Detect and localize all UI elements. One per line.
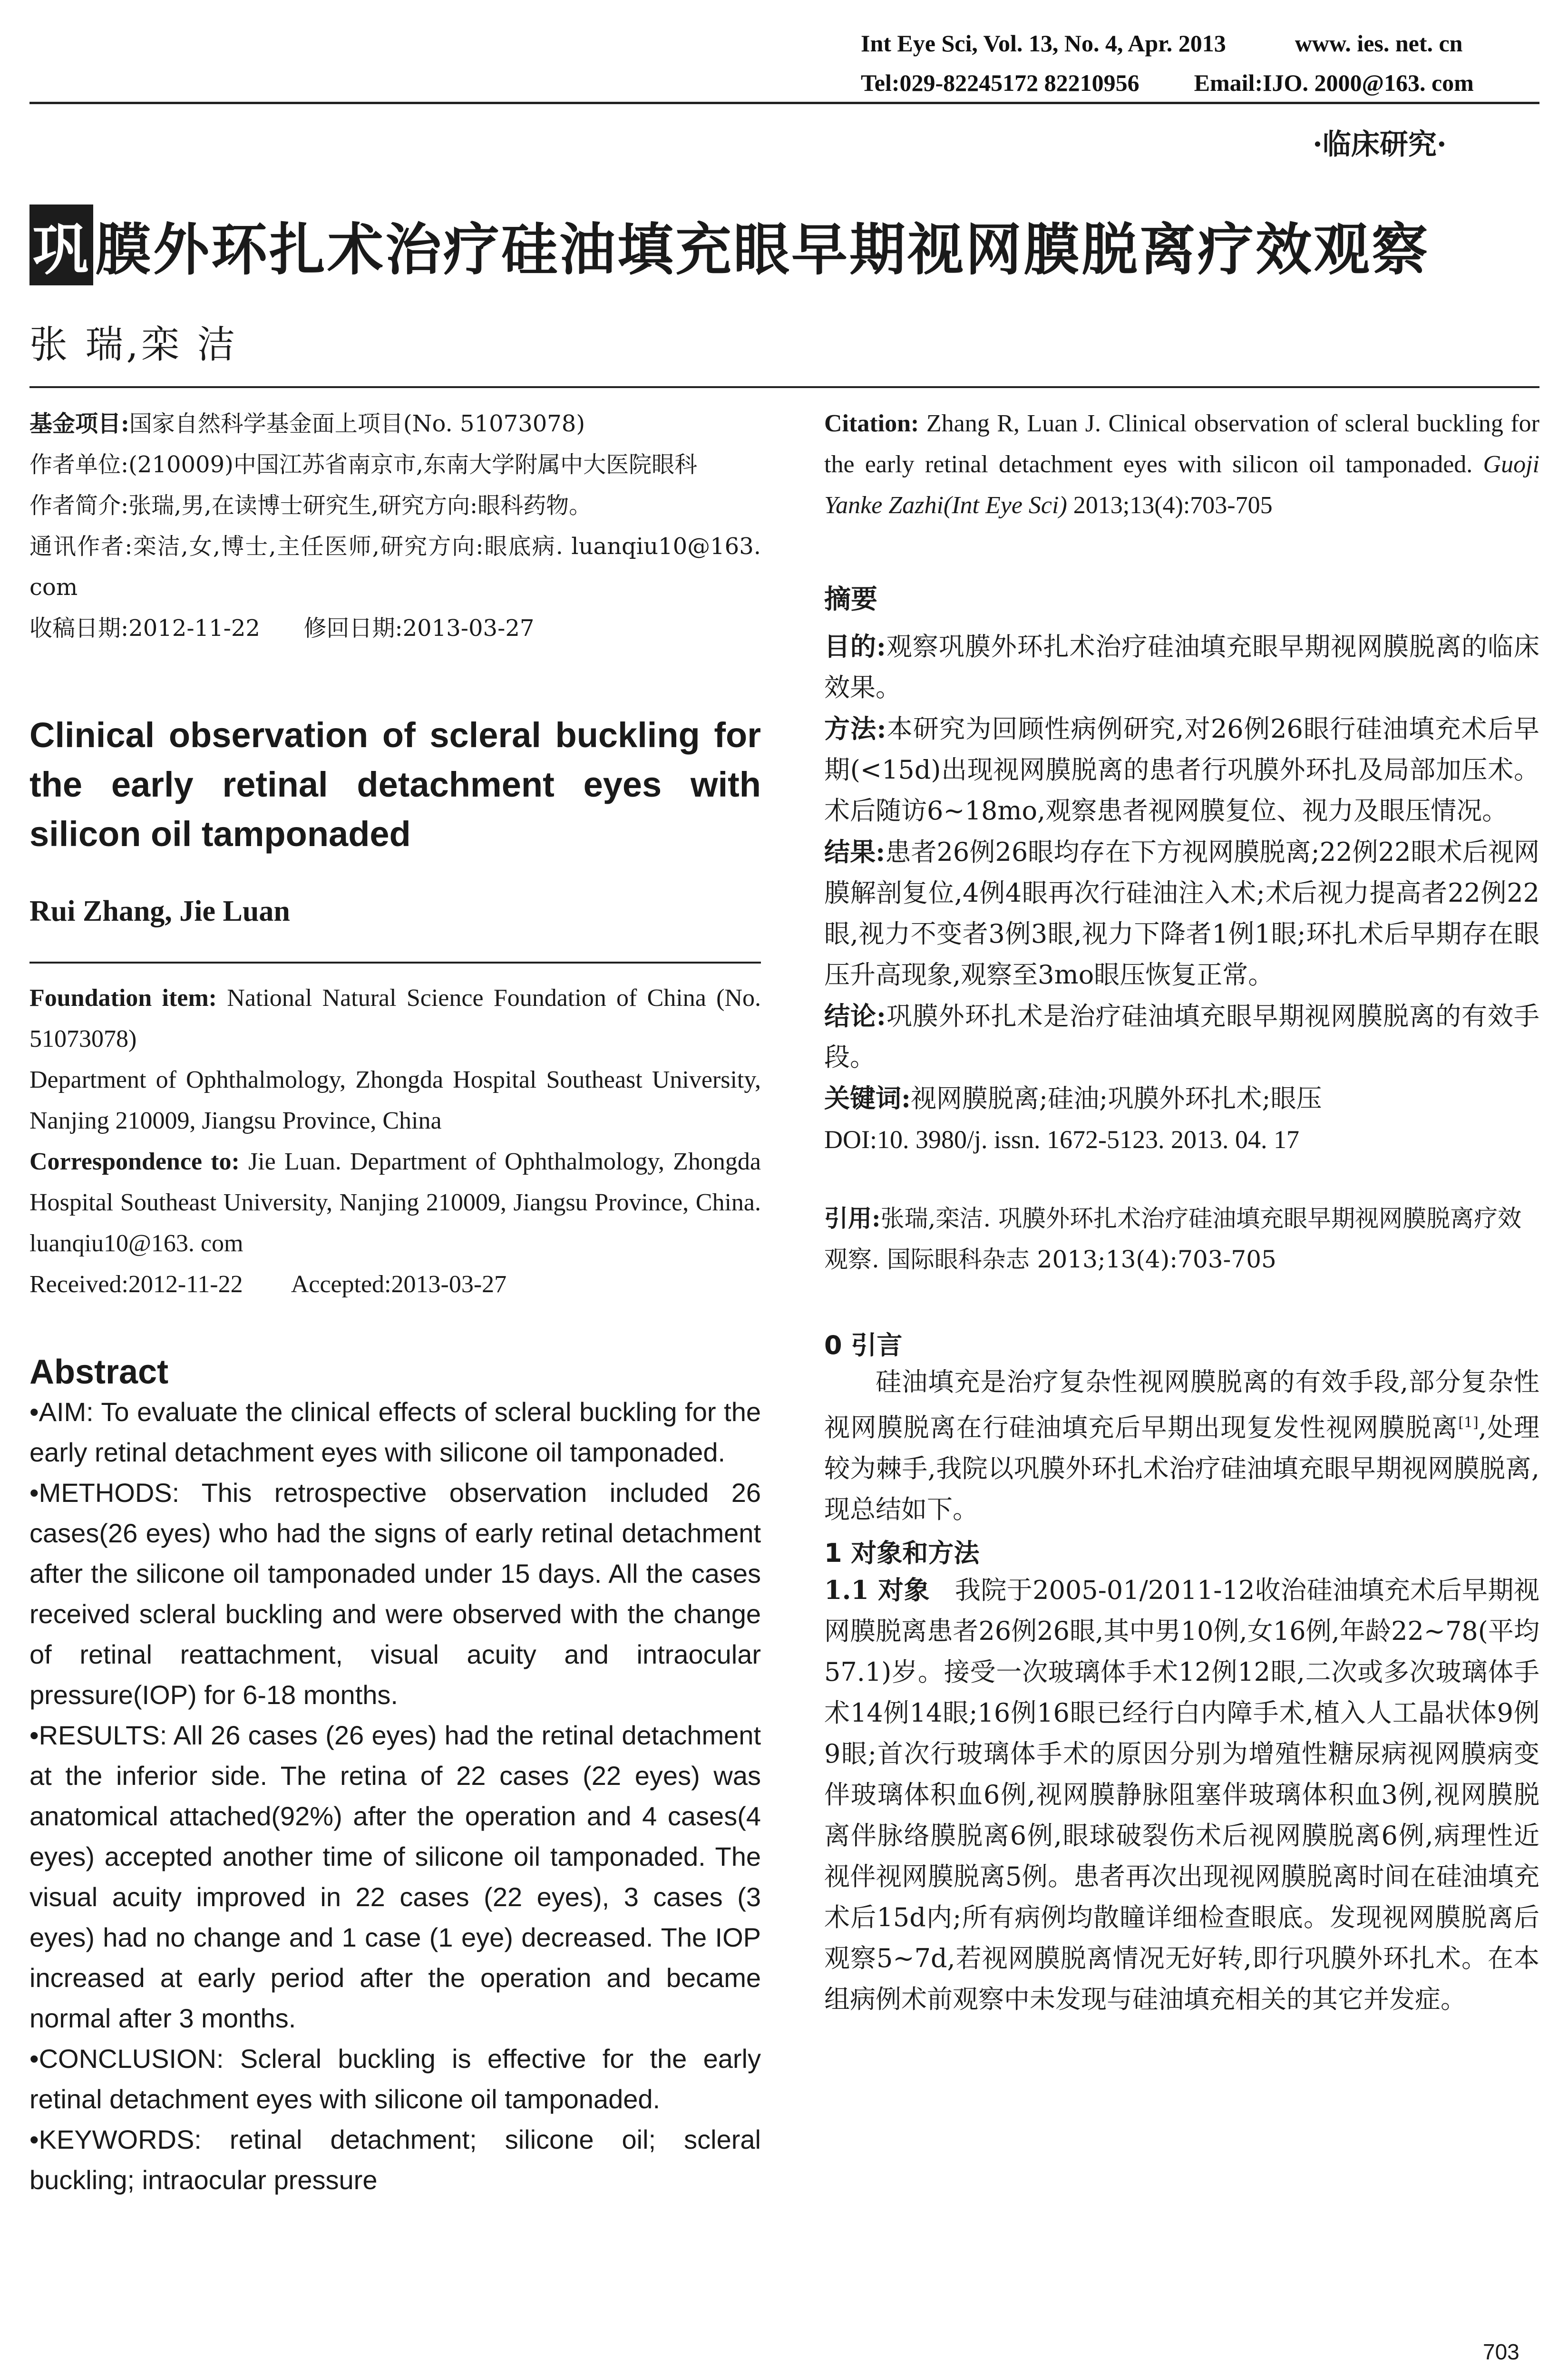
info-correspondence: 通讯作者:栾洁,女,博士,主任医师,研究方向:眼底病. luanqiu10@163. com	[29, 533, 761, 601]
correspondence: Correspondence to: Jie Luan. Department of Ophthalmology, Zhongda Hospital Southeast University, Nanjing 210009, Jiangsu Province, China. luanqiu10@163. com	[29, 1148, 761, 1257]
subjects-paragraph: 1.1 对象 我院于2005-01/2011-12收治硅油填充术后早期视网膜脱离患者26例26眼,其中男10例,女16例,年龄22~78(平均57.1)岁。接受一次玻璃体手术12例12眼,二次或多次玻璃体手术14例14眼;16例16眼已经行白内障手术,植入人工晶状体9例9眼;首次行玻璃体手术的原因分别为增殖性糖尿病视网膜病变伴玻璃体积血6例,视网膜静脉阻塞伴玻璃体积血3例,视网膜脱离伴脉络膜脱离6例,眼球破裂伤术后视网膜脱离6例,病理性近视伴视网膜脱离5例。患者再次出现视网膜脱离时间在硅油填充术后15d内;所有病例均散瞳详细检查眼底。发现视网膜脱离后观察5~7d,若视网膜脱离情况无好转,即行巩膜外环扎术。在本组病例术前观察中未发现与硅油填充相关的其它并发症。	[824, 1575, 1539, 2014]
header-rule	[29, 102, 1539, 104]
abstract-conclusion: •CONCLUSION: Scleral buckling is effective for the early retinal detachment eyes with silicone oil tamponaded.	[29, 2044, 761, 2114]
summary-methods: 方法:本研究为回顾性病例研究,对26例26眼行硅油填充术后早期(<15d)出现视网膜脱离的患者行巩膜外环扎及局部加压术。术后随访6~18mo,观察患者视网膜复位、视力及眼压情况。	[824, 713, 1540, 826]
cn-info-block	[29, 403, 761, 649]
authors-cn: 张 瑞,栾 洁	[29, 322, 238, 367]
cite-cn: 引用:张瑞,栾洁. 巩膜外环扎术治疗硅油填充眼早期视网膜脱离疗效观察. 国际眼科杂志 2013;13(4):703-705	[824, 1204, 1522, 1273]
info-unit: 作者单位:(210009)中国江苏省南京市,东南大学附属中大医院眼科	[29, 451, 698, 478]
ref-1[interactable]: [1]	[1458, 1414, 1479, 1431]
info-dates: 收稿日期:2012-11-22 修回日期:2013-03-27	[29, 615, 535, 642]
page-number: 703	[1483, 2339, 1519, 2364]
summary-heading: 摘要	[824, 584, 877, 615]
section-tag: ·临床研究·	[1313, 128, 1447, 161]
title-rule	[29, 386, 1539, 388]
journal-issue: Int Eye Sci, Vol. 13, No. 4, Apr. 2013	[861, 30, 1226, 57]
en-info-block	[29, 978, 761, 1305]
intro-heading: 0 引言	[824, 1330, 903, 1360]
title-first-char: 巩	[29, 205, 93, 285]
journal-email: Email:IJO. 2000@163. com	[1194, 69, 1474, 96]
article-title	[29, 205, 1430, 285]
doi: DOI:10. 3980/j. issn. 1672-5123. 2013. 04. 17	[824, 1125, 1299, 1154]
abstract-body	[29, 1392, 761, 2200]
journal-contact-line	[861, 69, 1474, 97]
info-bio: 作者简介:张瑞,男,在读博士研究生,研究方向:眼科药物。	[29, 492, 592, 519]
summary-results: 结果:患者26例26眼均存在下方视网膜脱离;22例22眼术后视网膜解剖复位,4例4眼再次行硅油注入术;术后视力提高者22例22眼,视力不变者3例3眼,视力下降者1例1眼;环扎术后早期存在眼压升高现象,观察至3mo眼压恢复正常。	[824, 837, 1539, 990]
english-title: Clinical observation of scleral buckling for the early retinal detachment eyes with silicon oil tamponaded	[29, 715, 761, 854]
summary-body	[824, 626, 1539, 1160]
title-rest: 膜外环扎术治疗硅油填充眼早期视网膜脱离疗效观察	[95, 217, 1430, 283]
info-foundation: 基金项目:国家自然科学基金面上项目(No. 51073078)	[29, 410, 585, 437]
summary-keywords: 关键词:视网膜脱离;硅油;巩膜外环扎术;眼压	[824, 1083, 1322, 1113]
right-column	[824, 403, 1539, 2020]
abstract-aim: •AIM: To evaluate the clinical effects of scleral buckling for the early retinal detachment eyes with silicone oil tamponaded.	[29, 1397, 761, 1467]
left-rule	[29, 962, 761, 964]
journal-website: www. ies. net. cn	[1295, 30, 1463, 57]
journal-tel: Tel:029-82245172 82210956	[861, 69, 1139, 96]
abstract-results: •RESULTS: All 26 cases (26 eyes) had the retinal detachment at the inferior side. The retina of 22 cases (22 eyes) was anatomical attached(92%) after the operation and 4 cases(4 eyes) accepted another time of silicone oil tamponaded. The visual acuity improved in 22 cases (22 eyes), 3 cases (3 eyes) had no change and 1 case (1 eye) decreased. The IOP increased at early period after the operation and became normal after 3 months.	[29, 1720, 761, 2033]
summary-aim: 目的:观察巩膜外环扎术治疗硅油填充眼早期视网膜脱离的临床效果。	[824, 631, 1540, 702]
intro-paragraph: 硅油填充是治疗复杂性视网膜脱离的有效手段,部分复杂性视网膜脱离在行硅油填充后早期出现复发性视网膜脱离[1],处理较为棘手,我院以巩膜外环扎术治疗硅油填充眼早期视网膜脱离,现总结如下。	[824, 1367, 1540, 1524]
abstract-keywords: •KEYWORDS: retinal detachment; silicone oil; scleral buckling; intraocular pressure	[29, 2124, 761, 2195]
methods-heading: 1 对象和方法	[824, 1538, 980, 1568]
citation-en: Citation: Zhang R, Luan J. Clinical observation of scleral buckling for the early retinal detachment eyes with silicon oil tamponaded. Guoji Yanke Zazhi(Int Eye Sci) 2013;13(4):703-705	[824, 410, 1540, 519]
summary-conclusion: 结论:巩膜外环扎术是治疗硅油填充眼早期视网膜脱离的有效手段。	[824, 1001, 1540, 1072]
english-authors: Rui Zhang, Jie Luan	[29, 895, 290, 927]
abstract-heading: Abstract	[29, 1353, 169, 1391]
foundation-item: Foundation item: National Natural Science Foundation of China (No. 51073078)	[29, 984, 761, 1052]
journal-header-line	[861, 29, 1463, 57]
received-accepted: Received:2012-11-22 Accepted:2013-03-27	[29, 1271, 507, 1298]
abstract-methods: •METHODS: This retrospective observation included 26 cases(26 eyes) who had the signs of early retinal detachment after the silicone oil tamponaded under 15 days. All the cases received scleral buckling and were observed with the change of retinal reattachment, visual acuity and intraocular pressure(IOP) for 6-18 months.	[29, 1478, 761, 1710]
department: Department of Ophthalmology, Zhongda Hospital Southeast University, Nanjing 210009, Jiangsu Province, China	[29, 1066, 761, 1134]
left-column	[29, 403, 761, 2200]
